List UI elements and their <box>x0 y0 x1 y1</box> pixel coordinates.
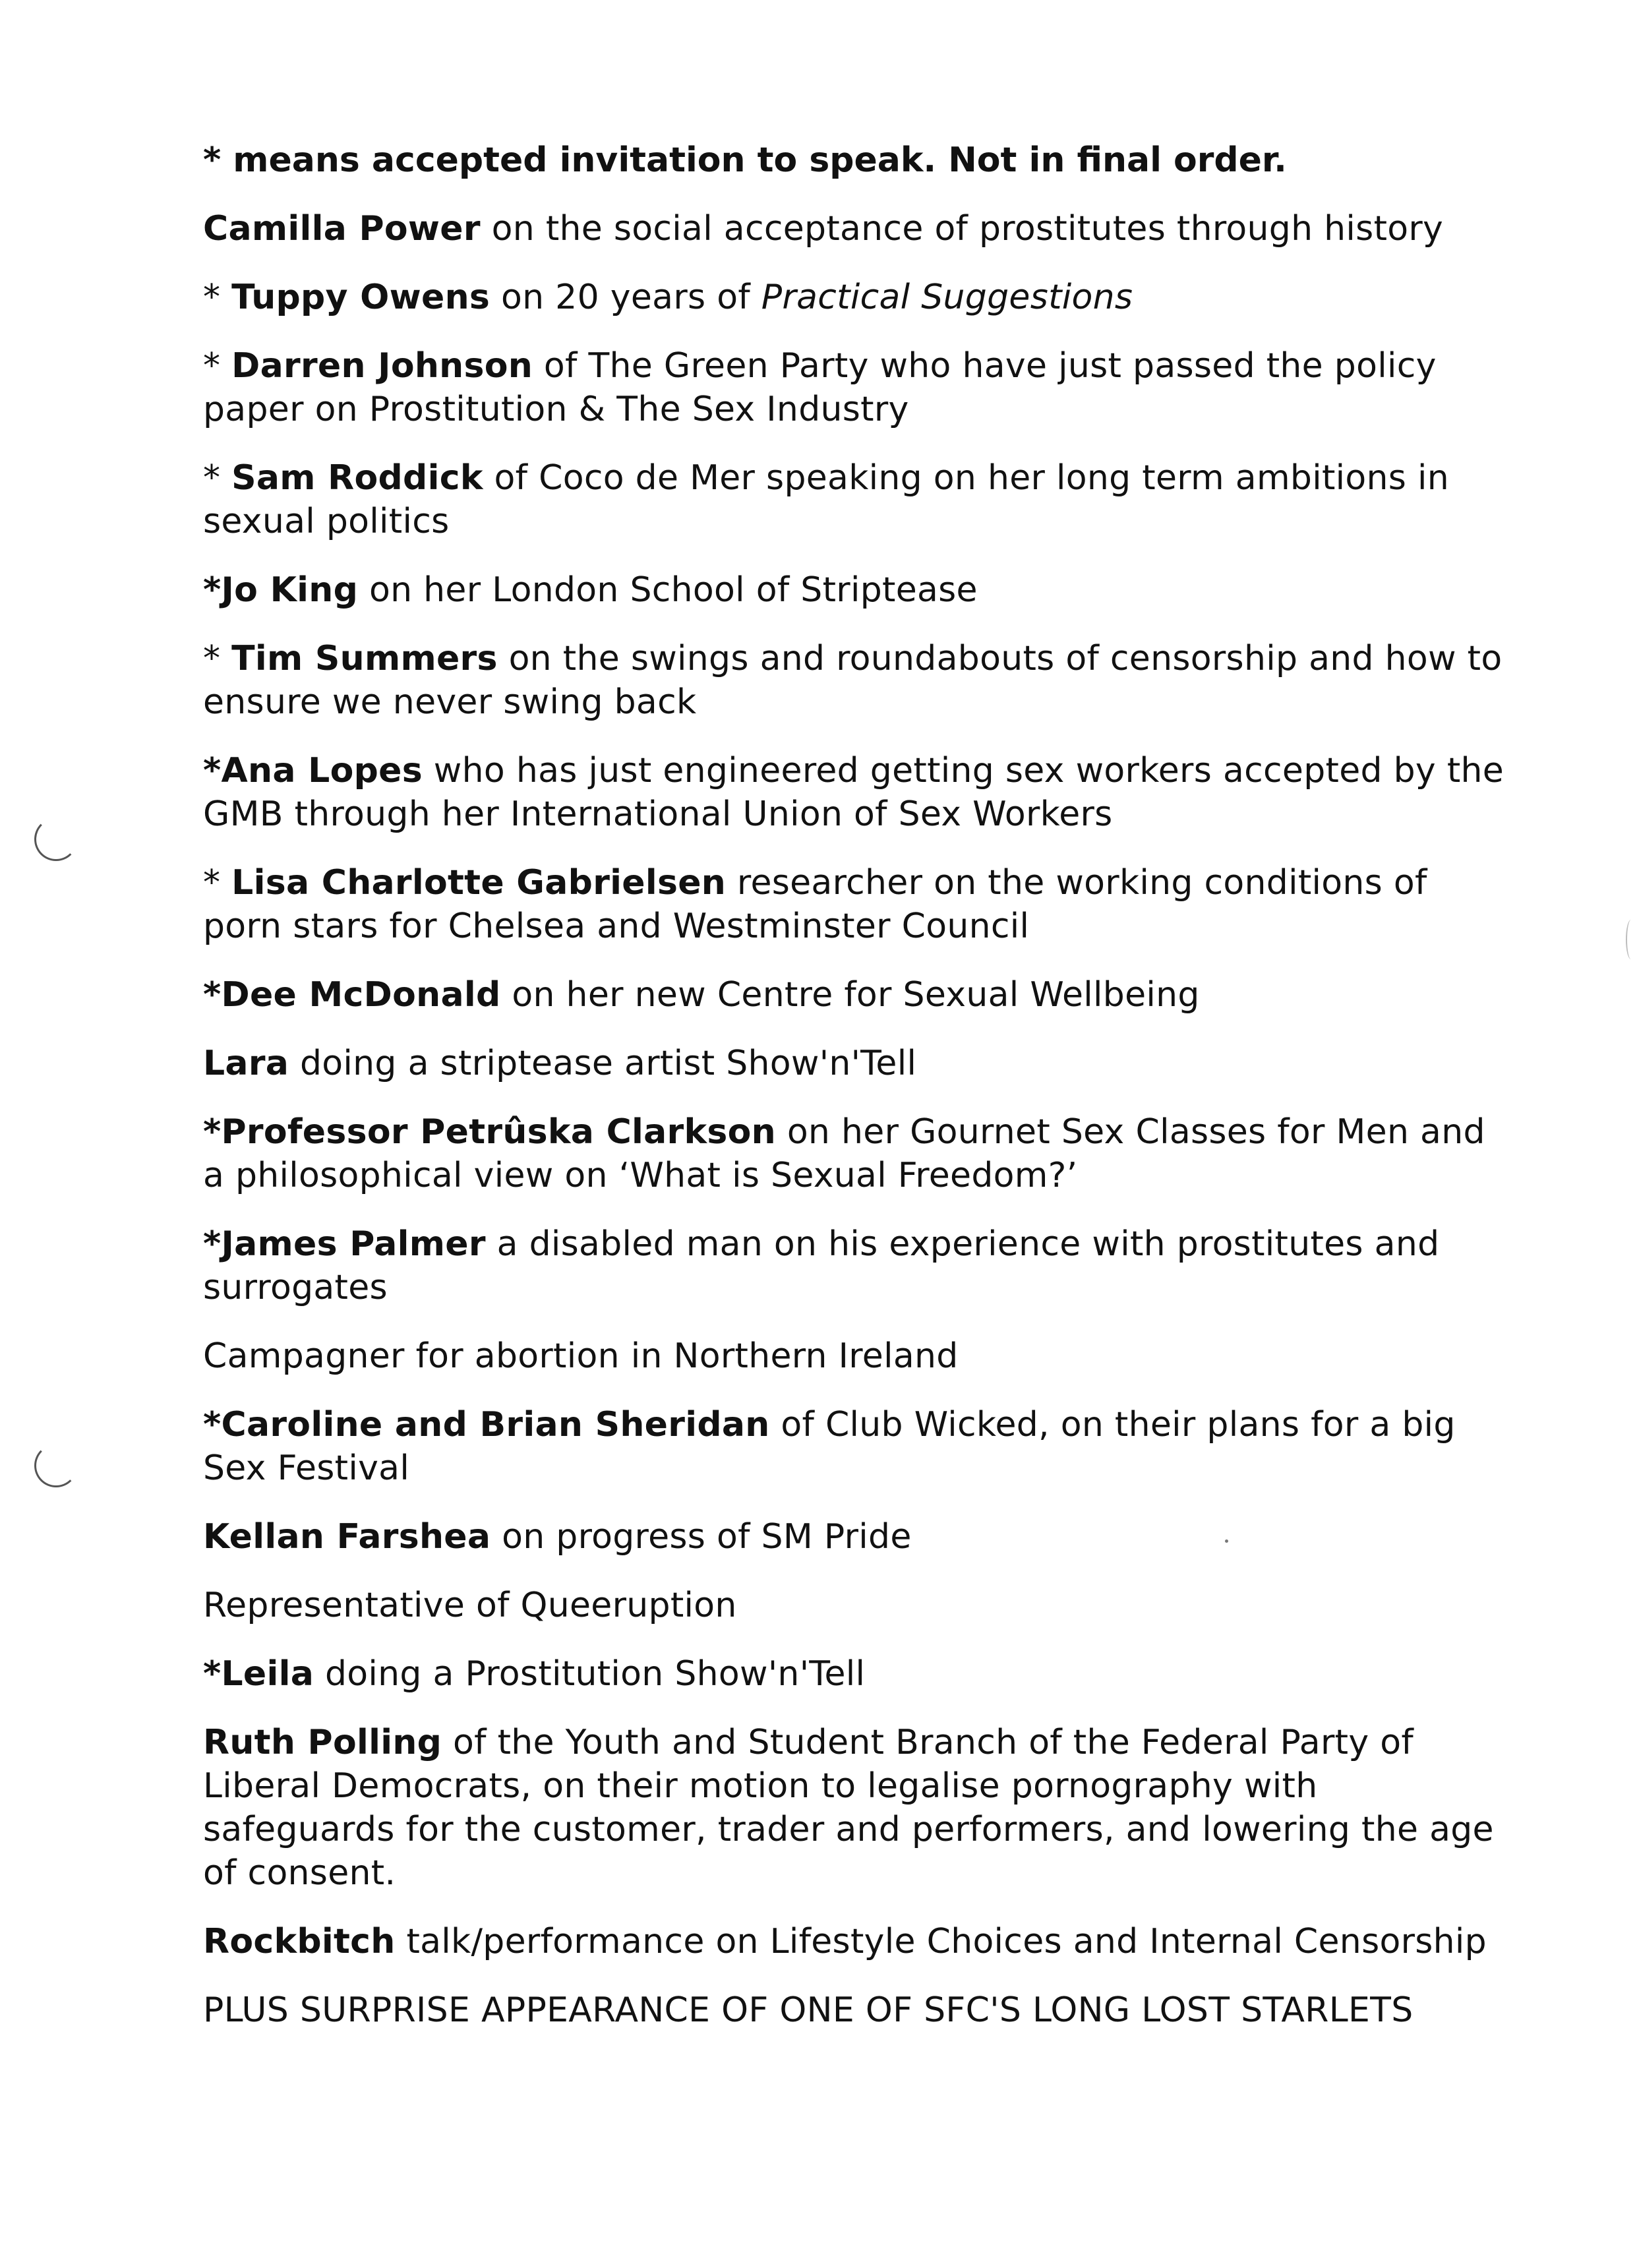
list-item <box>203 749 1508 836</box>
list-item <box>203 1988 1508 2032</box>
speaker-name: Tim Summers <box>231 639 498 678</box>
punch-hole-bottom <box>34 1444 78 1487</box>
list-item <box>203 276 1508 319</box>
list-item <box>203 861 1508 948</box>
speaker-name: Dee McDonald <box>221 975 501 1015</box>
speaker-name: Darren Johnson <box>231 346 533 386</box>
speaker-topic: on her new Centre for Sexual Wellbeing <box>500 975 1200 1015</box>
speaker-list <box>203 138 1508 2057</box>
speaker-topic: of Coco de Mer speaking on her long term ambitions in sexual politics <box>203 458 1450 541</box>
speaker-name: Ana Lopes <box>221 751 423 791</box>
list-note: * means accepted invitation to speak. Not in final order. <box>203 140 1287 180</box>
accepted-marker: * <box>203 346 232 386</box>
speaker-name: Professor Petrûska Clarkson <box>221 1112 776 1152</box>
accepted-marker: * <box>203 1224 222 1264</box>
accepted-marker: * <box>203 570 222 610</box>
accepted-marker: * <box>203 1112 222 1152</box>
accepted-marker: * <box>203 1405 222 1445</box>
list-item <box>203 1721 1508 1895</box>
accepted-marker: * <box>203 751 222 791</box>
speaker-topic: researcher on the working conditions of porn stars for Chelsea and Westminster Council <box>203 863 1427 946</box>
publication-title: Practical Suggestions <box>761 278 1133 317</box>
speaker-topic: of Club Wicked, on their plans for a big Sex Festival <box>203 1405 1456 1488</box>
speaker-topic: of the Youth and Student Branch of the Federal Party of Liberal Democrats, on their motion to legalise pornography with safeguards for the customer, trader and performers, and lowering the age of consent. <box>203 1723 1494 1893</box>
speaker-name: James Palmer <box>221 1224 486 1264</box>
speaker-name: Kellan Farshea <box>203 1517 491 1557</box>
list-item <box>203 1042 1508 1085</box>
margin-mark <box>1626 920 1636 959</box>
list-item <box>203 1920 1508 1963</box>
accepted-marker: * <box>203 1654 222 1694</box>
speaker-name: Rockbitch <box>203 1922 396 1961</box>
speaker-topic: on 20 years of <box>490 278 761 317</box>
speaker-name: Caroline and Brian Sheridan <box>221 1405 770 1445</box>
speaker-name: Jo King <box>221 570 359 610</box>
punch-hole-top <box>34 818 78 861</box>
list-item <box>203 207 1508 251</box>
speaker-topic: on her London School of Striptease <box>358 570 978 610</box>
speaker-name <box>203 209 481 249</box>
speaker-topic: on progress of SM Pride <box>491 1517 912 1557</box>
accepted-marker: * <box>203 639 232 678</box>
list-item <box>203 344 1508 431</box>
speaker-topic: on her Gournet Sex Classes for Men and a philosophical view on ‘What is Sexual Freedom?’ <box>203 1112 1485 1195</box>
speaker-name: Leila <box>221 1654 314 1694</box>
speaker-name: Ruth Polling <box>203 1723 442 1762</box>
list-item <box>203 568 1508 612</box>
list-item <box>203 1334 1508 1378</box>
speaker-name: Lisa Charlotte Gabrielsen <box>231 863 727 903</box>
list-item <box>203 1222 1508 1309</box>
speaker-name: Sam Roddick <box>231 458 483 498</box>
list-item <box>203 1403 1508 1490</box>
list-item <box>203 973 1508 1017</box>
speaker-topic: talk/performance on Lifestyle Choices and Internal Censorship <box>395 1922 1487 1961</box>
speaker-topic: doing a striptease artist Show'n'Tell <box>289 1044 917 1083</box>
speaker-topic: on the social acceptance of prostitutes through history <box>480 209 1444 249</box>
speaker-topic: a disabled man on his experience with prostitutes and surrogates <box>203 1224 1440 1307</box>
list-item <box>203 456 1508 543</box>
accepted-marker: * <box>203 863 232 903</box>
closing-announcement: PLUS SURPRISE APPEARANCE OF ONE OF SFC'S LONG LOST STARLETS <box>203 1990 1414 2030</box>
list-item <box>203 1515 1508 1559</box>
list-item <box>203 1584 1508 1627</box>
speaker-topic: on the swings and roundabouts of censorship and how to ensure we never swing back <box>203 639 1503 722</box>
accepted-marker: * <box>203 458 232 498</box>
list-item <box>203 637 1508 724</box>
accepted-marker: * <box>203 278 232 317</box>
speaker-topic: of The Green Party who have just passed the policy paper on Prostitution & The Sex Industry <box>203 346 1437 429</box>
speaker-name: Lara <box>203 1044 289 1083</box>
accepted-marker: * <box>203 975 222 1015</box>
speaker-topic: Campagner for abortion in Northern Ireland <box>203 1336 959 1376</box>
list-item <box>203 1110 1508 1197</box>
speaker-name-text: Camilla Power <box>203 209 481 249</box>
speaker-topic: doing a Prostitution Show'n'Tell <box>314 1654 866 1694</box>
speaker-name: Tuppy Owens <box>231 278 491 317</box>
speaker-topic: who has just engineered getting sex workers accepted by the GMB through her International Union of Sex Workers <box>203 751 1504 834</box>
speaker-topic: Representative of Queeruption <box>203 1586 737 1625</box>
list-item <box>203 1652 1508 1696</box>
